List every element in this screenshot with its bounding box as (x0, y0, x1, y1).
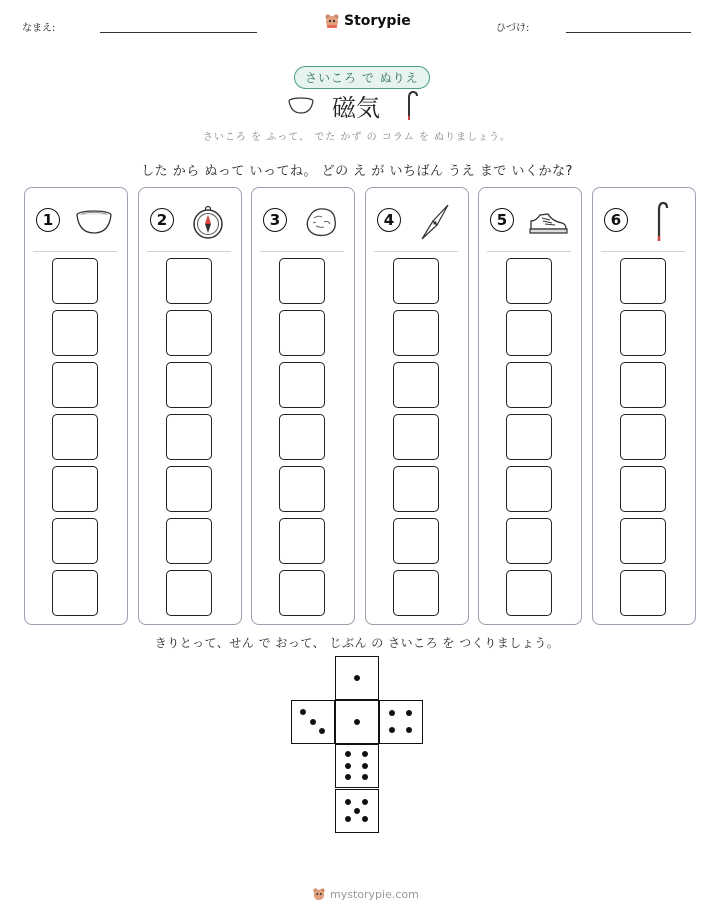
column-divider (601, 251, 685, 252)
color-cell[interactable] (52, 570, 98, 616)
brand-name: Storypie (344, 13, 411, 29)
footer-url: mystorypie.com (330, 887, 419, 901)
color-cell[interactable] (393, 258, 439, 304)
footer (312, 887, 419, 901)
dice-pip (354, 808, 360, 814)
color-cell[interactable] (166, 570, 212, 616)
color-cell[interactable] (279, 570, 325, 616)
bowl-icon (71, 200, 117, 244)
color-cell[interactable] (52, 362, 98, 408)
color-cell[interactable] (52, 466, 98, 512)
dice-face-5 (335, 789, 379, 833)
color-cell[interactable] (166, 518, 212, 564)
color-cell[interactable] (506, 466, 552, 512)
dice-pip (362, 816, 368, 822)
dice-pip (300, 709, 306, 715)
activity-pill: さいころ で ぬりえ (294, 66, 430, 89)
column-number: 6 (604, 208, 628, 232)
color-cell[interactable] (279, 258, 325, 304)
column-divider (33, 251, 117, 252)
cane-icon (639, 200, 685, 244)
compass-icon (185, 200, 231, 244)
dice-face-1 (335, 700, 379, 744)
dice-pip (362, 799, 368, 805)
dice-pip (310, 719, 316, 725)
dice-pip (362, 763, 368, 769)
column-divider (260, 251, 344, 252)
column-number: 4 (377, 208, 401, 232)
color-cell[interactable] (279, 362, 325, 408)
color-cell[interactable] (52, 258, 98, 304)
dice-face-1 (335, 656, 379, 700)
dice-pip (354, 675, 360, 681)
dice-face-6 (335, 744, 379, 788)
color-cell[interactable] (166, 466, 212, 512)
dice-pip (345, 751, 351, 757)
dice-pip (345, 774, 351, 780)
column-6 (592, 187, 696, 625)
dice-pip (319, 728, 325, 734)
column-number: 5 (490, 208, 514, 232)
column-number: 3 (263, 208, 287, 232)
color-cell[interactable] (166, 310, 212, 356)
column-number: 1 (36, 208, 60, 232)
color-cell[interactable] (506, 362, 552, 408)
subtitle: さいころ を ふって、 でた かず の コラム を ぬりましょう。 (202, 132, 512, 143)
color-cell[interactable] (166, 362, 212, 408)
dice-pip (345, 816, 351, 822)
instruction: した から ぬって いってね。 どの え が いちばん うえ まで いくかな? (141, 164, 573, 179)
date-line (566, 32, 691, 33)
rock-icon (298, 200, 344, 244)
color-cell[interactable] (393, 310, 439, 356)
dice-pip (354, 719, 360, 725)
bear-logo-icon (312, 887, 326, 901)
dice-pip (362, 774, 368, 780)
column-divider (487, 251, 571, 252)
color-cell[interactable] (620, 518, 666, 564)
color-cell[interactable] (620, 466, 666, 512)
color-cell[interactable] (279, 518, 325, 564)
color-cell[interactable] (620, 258, 666, 304)
column-4 (365, 187, 469, 625)
column-divider (147, 251, 231, 252)
color-cell[interactable] (506, 414, 552, 460)
brand-logo (324, 13, 411, 29)
color-cell[interactable] (620, 310, 666, 356)
color-cell[interactable] (166, 414, 212, 460)
dice-pip (362, 751, 368, 757)
color-cell[interactable] (52, 310, 98, 356)
dice-pip (345, 763, 351, 769)
name-label: なまえ: (22, 23, 56, 34)
color-cell[interactable] (620, 362, 666, 408)
column-number: 2 (150, 208, 174, 232)
cane-icon (405, 90, 419, 122)
column-1 (24, 187, 128, 625)
date-label: ひづけ: (496, 23, 530, 34)
color-cell[interactable] (506, 258, 552, 304)
color-cell[interactable] (279, 414, 325, 460)
column-5 (478, 187, 582, 625)
color-cell[interactable] (52, 518, 98, 564)
color-cell[interactable] (166, 258, 212, 304)
dice-pip (389, 727, 395, 733)
column-divider (374, 251, 458, 252)
color-cell[interactable] (506, 310, 552, 356)
dice-face-4 (379, 700, 423, 744)
compass-needle-icon (412, 200, 458, 244)
color-cell[interactable] (393, 518, 439, 564)
color-cell[interactable] (279, 310, 325, 356)
color-cell[interactable] (393, 570, 439, 616)
bear-logo-icon (324, 13, 340, 29)
color-cell[interactable] (620, 414, 666, 460)
column-3 (251, 187, 355, 625)
color-cell[interactable] (506, 570, 552, 616)
column-2 (138, 187, 242, 625)
name-line (100, 32, 257, 33)
color-cell[interactable] (279, 466, 325, 512)
cut-instruction: きりとって、せん で おって、 じぶん の さいころ を つくりましょう。 (154, 636, 560, 650)
color-cell[interactable] (506, 518, 552, 564)
sneaker-icon (525, 200, 571, 244)
color-cell[interactable] (393, 414, 439, 460)
bowl-icon (287, 97, 315, 115)
dice-pip (406, 710, 412, 716)
color-cell[interactable] (620, 570, 666, 616)
color-cell[interactable] (393, 466, 439, 512)
dice-face-3 (291, 700, 335, 744)
dice-pip (406, 727, 412, 733)
page-title: 磁気 (332, 94, 380, 122)
dice-pip (345, 799, 351, 805)
dice-pip (389, 710, 395, 716)
color-cell[interactable] (52, 414, 98, 460)
color-cell[interactable] (393, 362, 439, 408)
